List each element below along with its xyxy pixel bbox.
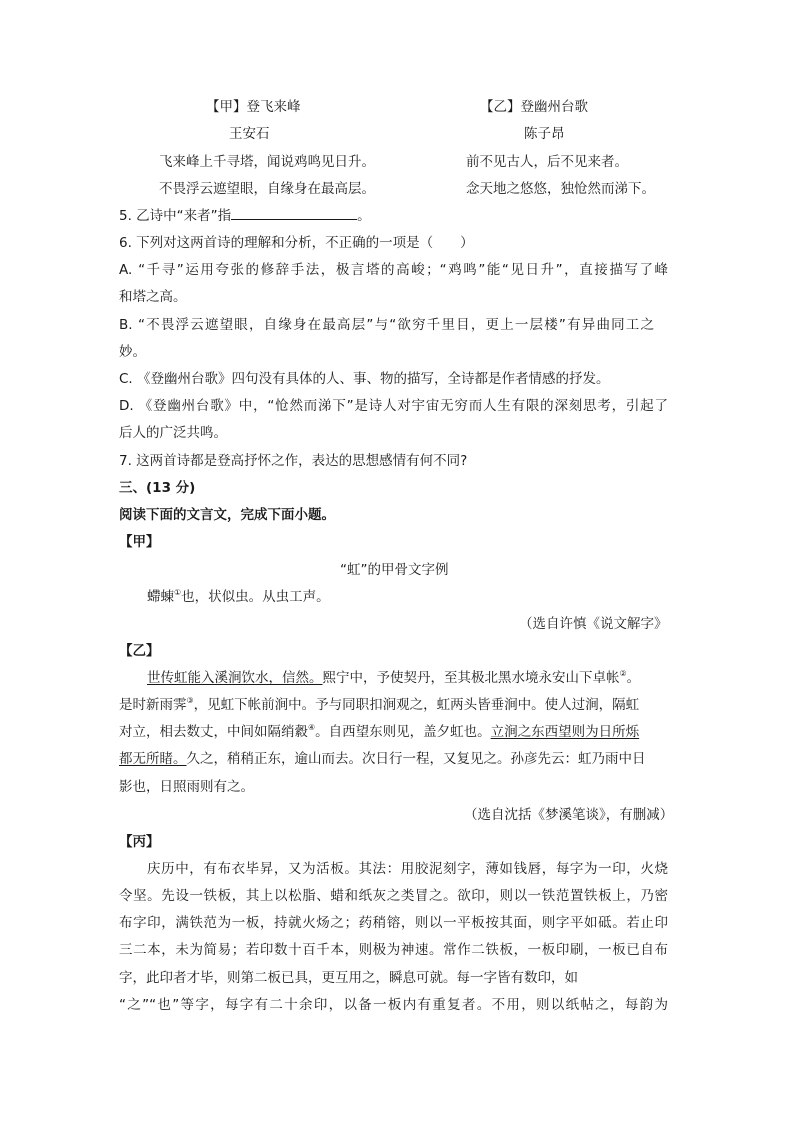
jia-text-a: 螮蝀 (147, 589, 174, 605)
option-b-line2: 妙。 (119, 344, 146, 360)
option-c: C. 《登幽州台歌》四句没有具体的人、事、物的描写，全诗都是作者情感的抒发。 (119, 371, 610, 387)
yi-underlined-sentence-2a: 立涧之东西望则为日所烁 (490, 724, 640, 740)
yi-line3-b: 。自西望东则见，盖夕虹也。 (315, 724, 491, 740)
yi-line4-rest: 久之，稍稍正东，逾山而去。次日行一程，又复见之。孙彦先云：虹乃雨中日 (186, 751, 646, 767)
poem-jia-line1: 飞来峰上千寻塔，闻说鸡鸣见日升。 (159, 154, 375, 170)
bing-line1: 庆历中，有布衣毕昇，又为活板。其法：用胶泥刻字，薄如钱唇，每字为一印，火烧 (147, 861, 668, 877)
yi-line2 (119, 693, 639, 713)
question-5-prefix: 5. 乙诗中“来者”指 (119, 208, 232, 224)
yi-underlined-sentence-2b: 都无所睹。 (119, 751, 187, 767)
question-7: 7. 这两首诗都是登高抒怀之作，表达的思想感情有何不同? (119, 453, 468, 469)
jia-text (147, 585, 330, 605)
poem-jia-title: 【甲】登飞来峰 (206, 99, 301, 115)
footnote-2: ② (619, 669, 627, 678)
yi-line3 (119, 720, 639, 740)
jia-source: （选自许慎《说文解字》 (519, 616, 668, 632)
bing-line3: 布字印，满铁范为一板，持就火炀之；药稍镕，则以一平板按其面，则字平如砥。若止印 (119, 915, 668, 931)
yi-source: （选自沈括《梦溪笔谈》，有删减） (464, 807, 674, 823)
question-6-stem: 6. 下列对这两首诗的理解和分析，不正确的一项是（ ） (119, 235, 474, 251)
poem-yi-author: 陈子昂 (524, 126, 565, 142)
footnote-3: ③ (186, 696, 194, 705)
footnote-4: ④ (308, 723, 316, 732)
section-3-heading: 三、(13 分) (119, 480, 196, 496)
jia-caption: “虹”的甲骨文字例 (340, 562, 449, 578)
passage-bing-label: 【丙】 (119, 834, 160, 850)
bing-line5: 字，此印者才毕，则第二板已具，更互用之，瞬息可就。每一字皆有数印，如 (119, 970, 578, 986)
passage-yi-label: 【乙】 (119, 643, 160, 659)
poem-yi-title: 【乙】登幽州台歌 (480, 99, 588, 115)
yi-line1-end: 。 (626, 670, 641, 686)
option-a-line2: 和塔之高。 (119, 289, 187, 305)
bing-line6: “之”“也”等字，每字有二十余印，以备一板内有重复者。不用，则以纸帖之，每韵为 (119, 997, 668, 1013)
option-b-line1: B. “不畏浮云遮望眼，自缘身在最高层”与“欲穷千里目，更上一层楼”有异曲同工之 (119, 317, 654, 333)
yi-underlined-sentence-1: 世传虹能入溪涧饮水，信然。 (147, 670, 323, 686)
yi-line5: 影也，日照雨则有之。 (119, 779, 254, 795)
yi-line2-b: ，见虹下帐前涧中。予与同职扣涧观之，虹两头皆垂涧中。使人过涧，隔虹 (193, 697, 640, 713)
poem-jia-author: 王安石 (229, 126, 270, 142)
poem-yi-line1: 前不见古人，后不见来者。 (466, 154, 628, 170)
poem-yi-line2: 念天地之悠悠，独怆然而涕下。 (466, 181, 655, 197)
jia-text-b: 也，状似虫。从虫工声。 (181, 589, 330, 605)
bing-line4: 三二本，未为简易；若印数十百千本，则极为神速。常作二铁板，一板印刷，一板已自布 (119, 942, 668, 958)
question-5-suffix: 。 (357, 208, 371, 224)
question-5 (119, 204, 371, 224)
yi-line1-rest: 熙宁中，予使契丹，至其极北黑水境永安山下卓帐 (322, 670, 620, 686)
option-d-line1: D. 《登幽州台歌》中，“怆然而涕下”是诗人对宇宙无穷而人生有限的深刻思考，引起了 (119, 398, 668, 414)
section-3-instruction: 阅读下面的文言文，完成下面小题。 (119, 507, 335, 523)
yi-line4 (119, 747, 646, 767)
yi-line2-a: 是时新雨霁 (119, 697, 187, 713)
answer-blank[interactable] (231, 207, 357, 220)
footnote-1: ① (174, 588, 182, 597)
yi-line1 (147, 666, 640, 686)
poem-jia-line2: 不畏浮云遮望眼，自缘身在最高层。 (159, 181, 375, 197)
bing-line2: 令坚。先设一铁板，其上以松脂、蜡和纸灰之类冒之。欲印，则以一铁范置铁板上，乃密 (119, 888, 668, 904)
yi-line3-a: 对立，相去数丈，中间如隔绡縠 (119, 724, 308, 740)
passage-jia-label: 【甲】 (119, 534, 160, 550)
option-d-line2: 后人的广泛共鸣。 (119, 425, 227, 441)
option-a-line1: A. “千寻”运用夸张的修辞手法，极言塔的高峻；“鸡鸣”能“见日升”，直接描写了峰 (119, 262, 668, 278)
